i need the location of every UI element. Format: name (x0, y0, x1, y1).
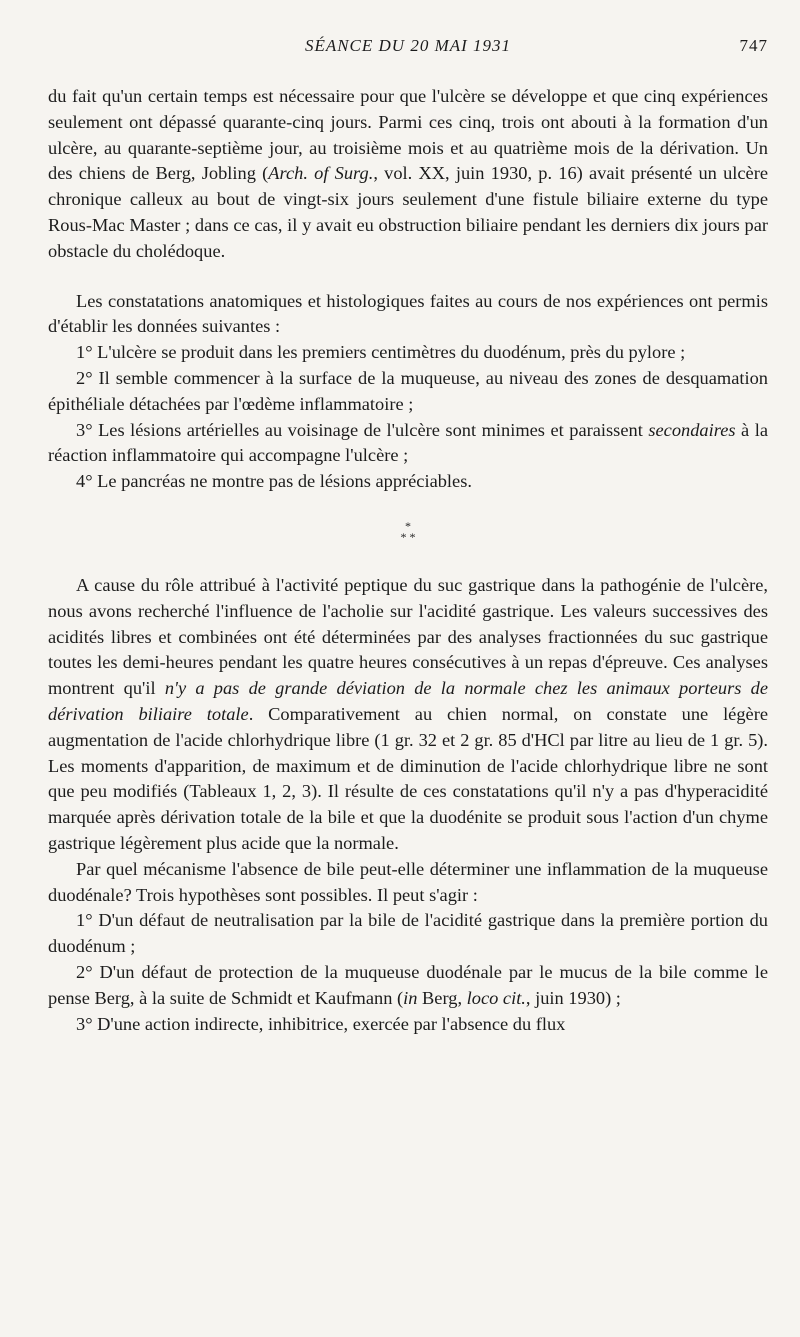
hypothesis-1: 1° D'un défaut de neutralisation par la bile de l'acidité gastrique dans la première portion du duodénum ; (48, 910, 768, 957)
paragraph-hypotheses: Par quel mécanisme l'absence de bile peut-elle déterminer une inflammation de la muqueuse duodénale? Trois hypothèses sont possibles. Il peut s'agir : (48, 858, 768, 905)
hypothesis-2: 2° D'un défaut de protection de la muqueuse duodénale par le mucus de la bile comme le pense Berg, à la suite de Schmidt et Kaufmann (in Berg, loco cit., juin 1930) ; (48, 961, 768, 1008)
reference-journal: Arch. of Surg. (268, 163, 374, 184)
running-title: SÉANCE DU 20 MAI 1931 (304, 36, 512, 55)
paragraph-continuation: du fait qu'un certain temps est nécessaire pour que l'ulcère se développe et que cinq expériences seulement ont dépassé quarante-cinq jours. Parmi ces cinq, trois ont abouti à la formation d'un ulcère, au quarante-septième jour, au troisième mois et au quatrième mois de la dérivation. Un des chiens de Berg, Jobling (Arch. of Surg., vol. XX, juin 1930, p. 16) avait présenté un ulcère chronique calleux au bout de vingt-six jours seulement d'une fistule biliaire externe du type Rous-Mac Master ; dans ce cas, il y avait eu obstruction biliaire pendant les derniers dix jours par obstacle du cholédoque. (48, 86, 768, 261)
running-header (48, 36, 768, 60)
emphasis-deviation: n'y a pas de grande déviation de la normale chez les animaux porteurs de dérivation biliaire totale (48, 678, 768, 724)
paragraph-acidity: A cause du rôle attribué à l'activité peptique du suc gastrique dans la pathogénie de l'ulcère, nous avons recherché l'influence de l'acholie sur l'acidité gastrique. Les valeurs successives des acidités libres et combinées ont été déterminées par des analyses fractionnées du suc gastrique toutes les demi-heures pendant les quatre heures consécutives à un repas d'épreuve. Ces analyses montrent qu'il n'y a pas de grande déviation de la normale chez les animaux porteurs de dérivation biliaire totale. Comparativement au chien normal, on constate une légère augmentation de l'acide chlorhydrique libre (1 gr. 32 et 2 gr. 85 d'HCl par litre au lieu de 1 gr. 5). Les moments d'apparition, de maximum et de diminution de l'acide chlorhydrique libre ne sont que peu modifiés (Tableaux 1, 2, 3). Il résulte de ces constatations qu'il n'y a pas d'hyperacidité marquée après dérivation totale de la bile et que la duodénite se produit sous l'action d'un chyme gastrique légèrement plus acide que la normale. (48, 574, 768, 853)
list-item-4: 4° Le pancréas ne montre pas de lésions appréciables. (76, 471, 472, 492)
page-number: 747 (739, 36, 768, 55)
emphasis-secondaires: secondaires (648, 419, 736, 440)
body-text (48, 84, 768, 1037)
list-item-1: 1° L'ulcère se produit dans les premiers centimètres du duodénum, près du pylore ; (76, 342, 686, 363)
list-item-2: 2° Il semble commencer à la surface de la muqueuse, au niveau des zones de desquamation épithéliale détachées par l'œdème inflammatoire ; (48, 367, 768, 414)
section-separator-asterism: * * * (400, 518, 416, 544)
hypothesis-3: 3° D'une action indirecte, inhibitrice, exercée par l'absence du flux (76, 1013, 566, 1034)
list-item-3: 3° Les lésions artérielles au voisinage de l'ulcère sont minimes et paraissent secondaires à la réaction inflammatoire qui accompagne l'ulcère ; (48, 419, 769, 466)
paragraph-findings-intro: Les constatations anatomiques et histologiques faites au cours de nos expériences ont permis d'établir les données suivantes : (48, 290, 768, 337)
